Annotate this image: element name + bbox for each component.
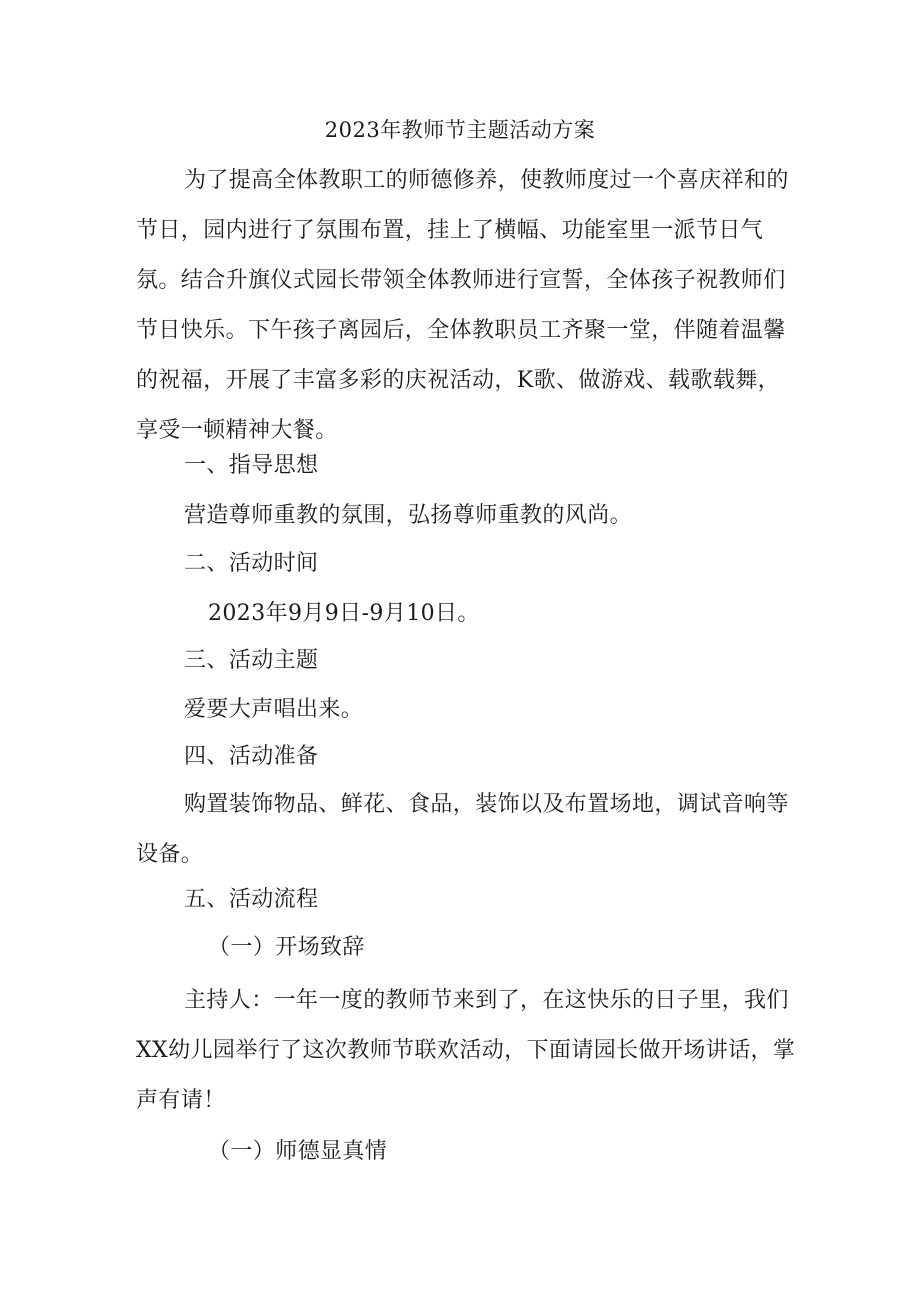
section-5-heading: 五、活动流程 — [184, 887, 319, 912]
section-3-heading: 三、活动主题 — [184, 648, 319, 673]
intro-paragraph: 为了提高全体教职工的师德修养，使教师度过一个喜庆祥和的节日，园内进行了氛围布置，挂上了横幅、功能室里一派节日气氛。结合升旗仪式园长带领全体教师进行宣誓，全体孩子祝教师们节日快乐。下午孩子离园后，全体教职员工齐聚一堂，伴随着温馨的祝福，开展了丰富多彩的庆祝活动，K歌、做游戏、载歌载舞，享受一顿精神大餐。 — [136, 168, 789, 443]
subsection-1-body: 主持人：一年一度的教师节来到了，在这快乐的日子里，我们XX幼儿园举行了这次教师节联欢活动，下面请园长做开场讲话，掌声有请！ — [136, 988, 796, 1113]
section-4-heading: 四、活动准备 — [184, 744, 319, 769]
section-2-heading: 二、活动时间 — [184, 551, 319, 576]
subsection-1-heading: （一）开场致辞 — [208, 935, 365, 960]
section-1-heading: 一、指导思想 — [184, 453, 319, 478]
section-2-body: 2023年9月9日-9月10日。 — [208, 601, 480, 626]
section-3-body: 爱要大声唱出来。 — [184, 697, 364, 722]
document-title: 2023年教师节主题活动方案 — [324, 118, 596, 142]
section-4-body: 购置装饰物品、鲜花、食品，装饰以及布置场地，调试音响等设备。 — [136, 792, 789, 867]
section-1-body: 营造尊师重教的氛围，弘扬尊师重教的风尚。 — [184, 503, 633, 528]
subsection-2-heading: （一）师德显真情 — [208, 1139, 388, 1164]
